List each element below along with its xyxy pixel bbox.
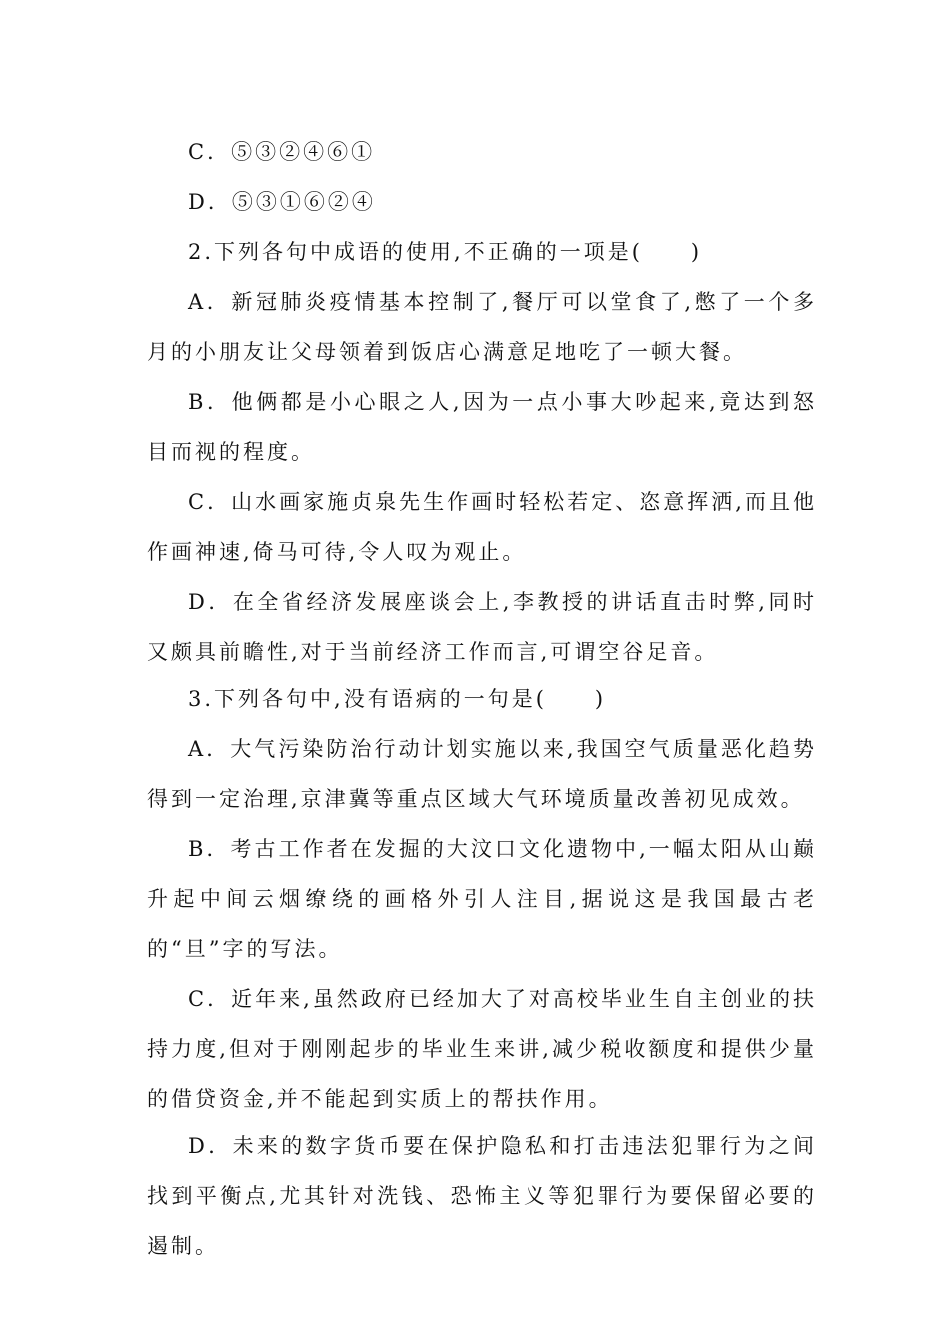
q2-stem: 2.下列各句中成语的使用,不正确的一项是( ): [188, 240, 703, 264]
q2-option-d: D．在全省经济发展座谈会上,李教授的讲话直击时弊,同时又颇具前瞻性,对于当前经济工作而言,可谓空谷足音。: [147, 590, 817, 664]
q1-option-c: C．⑤③②④⑥①: [188, 140, 376, 164]
q3-option-a: A．大气污染防治行动计划实施以来,我国空气质量恶化趋势得到一定治理,京津冀等重点区域大气环境质量改善初见成效。: [147, 737, 817, 811]
q1-option-d: D．⑤③①⑥②④: [188, 190, 376, 214]
q3-option-d: D．未来的数字货币要在保护隐私和打击违法犯罪行为之间找到平衡点,尤其针对洗钱、恐怖主义等犯罪行为要保留必要的遏制。: [147, 1134, 817, 1258]
q3-stem: 3.下列各句中,没有语病的一句是( ): [188, 687, 607, 711]
q2-option-c: C．山水画家施贞泉先生作画时轻松若定、恣意挥洒,而且他作画神速,倚马可待,令人叹为观止。: [147, 490, 817, 564]
q2-option-b: B．他俩都是小心眼之人,因为一点小事大吵起来,竟达到怒目而视的程度。: [147, 390, 817, 464]
q3-option-b: B．考古工作者在发掘的大汶口文化遗物中,一幅太阳从山巅升起中间云烟缭绕的画格外引人注目,据说这是我国最古老的“旦”字的写法。: [147, 837, 817, 961]
q3-option-c: C．近年来,虽然政府已经加大了对高校毕业生自主创业的扶持力度,但对于刚刚起步的毕业生来讲,减少税收额度和提供少量的借贷资金,并不能起到实质上的帮扶作用。: [147, 987, 817, 1111]
q2-option-a: A．新冠肺炎疫情基本控制了,餐厅可以堂食了,憋了一个多月的小朋友让父母领着到饭店心满意足地吃了一顿大餐。: [147, 290, 817, 364]
